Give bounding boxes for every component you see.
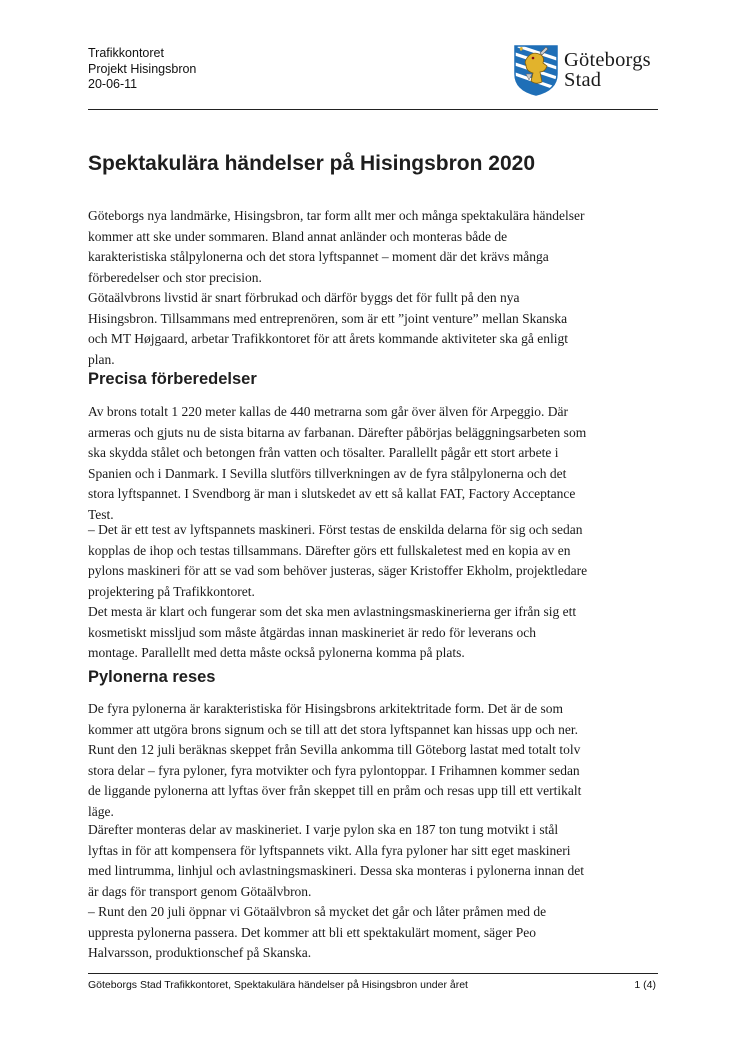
header-info bbox=[88, 46, 196, 93]
section1-paragraph-3: Det mesta är klart och fungerar som det ska men avlastningsmaskinerierna ger ifrån sig ett kosmetiskt missljud som måste åtgärdas innan maskineriet är redo för leverans och montage. Parallellt med detta måste också pylonerna komma på plats. bbox=[88, 604, 577, 660]
section-heading-pylons: Pylonerna reses bbox=[88, 668, 216, 686]
logo-wordmark bbox=[564, 50, 651, 90]
section-heading-preparations: Precisa förberedelser bbox=[88, 370, 257, 388]
logo-line-1: Göteborgs bbox=[564, 49, 651, 71]
page-title: Spektakulära händelser på Hisingsbron 2020 bbox=[88, 152, 536, 175]
section2-paragraph-1: De fyra pylonerna är karakteristiska för Hisingsbrons arkitektritade form. Det är de som kommer att utgöra brons signum och se till att det stora lyftspannet kan hissas upp och ner. Runt den 12 juli beräknas skeppet från Sevilla ankomma till Göteborg lastat med totalt tolv stora delar – fyra pyloner, fyra motvikter och fyra pylontoppar. I Frihamnen kommer sedan de liggande pylonerna att lyftas över från skeppet till en pråm och resas upp till ett vertikalt läge. bbox=[88, 701, 582, 819]
coat-of-arms-icon bbox=[512, 44, 560, 96]
logo-line-2: Stad bbox=[564, 69, 602, 91]
intro-paragraph-1: Göteborgs nya landmärke, Hisingsbron, tar form allt mer och många spektakulära händelser kommer att ske under sommaren. Bland annat anländer och monteras både de karakteristiska stålpylonerna och det stora lyftspannet – moment där det krävs många förberedelser och stor precision. bbox=[88, 208, 585, 285]
department: Trafikkontoret bbox=[88, 46, 164, 60]
footer-text: Göteborgs Stad Trafikkontoret, Spektakulära händelser på Hisingsbron under året bbox=[88, 979, 468, 991]
section1-paragraph-2: – Det är ett test av lyftspannets maskineri. Först testas de enskilda delarna för sig och sedan kopplas de ihop och testas tillsammans. Därefter görs ett fullskaletest med en kopia av en pylons maskineri för att se vad som behöver justeras, säger Kristoffer Ekholm, projektledare projektering på Trafikkontoret. bbox=[88, 522, 588, 599]
goteborgs-stad-logo bbox=[512, 44, 662, 96]
page-number: 1 (4) bbox=[634, 979, 656, 991]
document-date: 20-06-11 bbox=[88, 77, 138, 91]
header-rule bbox=[88, 109, 658, 110]
intro-paragraph-2: Götaälvbrons livstid är snart förbrukad och därför byggs det för fullt på den nya Hisingsbron. Tillsammans med entreprenören, som är ett ”joint venture” mellan Skanska och MT Højgaard, arbetar Trafikkontoret för att årets kommande aktiviteter ska gå enligt plan. bbox=[88, 290, 568, 367]
footer-rule bbox=[88, 973, 658, 974]
section1-paragraph-1: Av brons totalt 1 220 meter kallas de 440 metrarna som går över älven för Arpeggio. Där armeras och gjuts nu de sista bitarna av farbanan. Därefter påbörjas beläggningsarbeten som ska skydda stålet och betongen från vatten och tösalter. Parallellt pågår ett stort arbete i Spanien och i Danmark. I Sevilla slutförs tillverkningen av de fyra stålpylonerna och det stora lyftspannet. I Svendborg är man i slutskedet av ett så kallat FAT, Factory Acceptance Test. bbox=[88, 404, 587, 522]
section2-paragraph-3: – Runt den 20 juli öppnar vi Götaälvbron så mycket det går och låter pråmen med de uppresta pylonerna passera. Det kommer att bli ett spektakulärt moment, säger Peo Halvarsson, produktionschef på Skanska. bbox=[88, 904, 547, 960]
project-name: Projekt Hisingsbron bbox=[88, 61, 197, 76]
section2-paragraph-2: Därefter monteras delar av maskineriet. I varje pylon ska en 187 ton tung motvikt i stål lyftas in för att kompensera för lyftspannets vikt. Alla fyra pyloner har sitt eget maskineri med lintrumma, linhjul och avlastningsmaskineri. Dessa ska monteras i pylonerna innan det är dags för transport genom Götaälvbron. bbox=[88, 822, 585, 899]
